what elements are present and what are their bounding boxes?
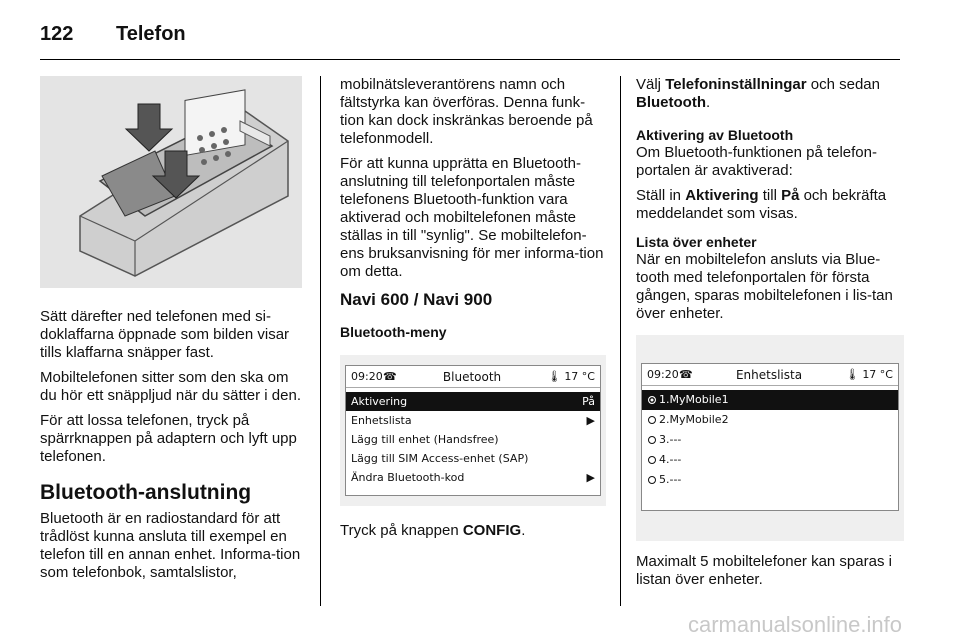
paragraph: När en mobiltelefon ansluts via Blue-tooth med telefonportalen för första gången, sparas mobiltelefonen i lis-tan över enheter. xyxy=(636,251,893,322)
device-list-screenshot xyxy=(636,335,904,541)
subsection-heading: Aktivering av Bluetooth xyxy=(636,127,794,143)
list-item[interactable]: 2.MyMobile2 xyxy=(642,410,898,430)
subsection-heading: Bluetooth-meny xyxy=(340,324,447,340)
menu-item-add-sap[interactable]: Lägg till SIM Access-enhet (SAP) xyxy=(351,451,529,465)
thermometer-icon: 🌡 xyxy=(845,367,860,381)
watermark: carmanualsonline.info xyxy=(687,612,902,637)
header-rule xyxy=(40,59,900,60)
clock: 09:20 xyxy=(351,369,383,383)
paragraph: Mobiltelefonen sitter som den ska om du hör ett snäppljud när du sätter i den. xyxy=(40,369,302,404)
menu-item-enhetslista[interactable]: Enhetslista ▶ xyxy=(346,411,600,430)
arrow-right-icon: ▶ xyxy=(586,470,595,484)
subsection-heading: Lista över enheter xyxy=(636,234,757,250)
temperature: 🌡 17 °C xyxy=(547,368,595,386)
phone-icon: ☎ xyxy=(679,367,693,381)
arrow-right-icon: ▶ xyxy=(586,413,595,427)
menu-list xyxy=(346,388,600,495)
page-number: 122 xyxy=(40,22,74,45)
paragraph: För att lossa telefonen, tryck på spärrknappen på adaptern och lyft upp telefonen. xyxy=(40,412,297,465)
phone-cradle-icon xyxy=(40,76,302,288)
display-screen xyxy=(345,365,601,496)
paragraph: Välj Telefoninställningar och sedan Bluetooth. xyxy=(636,76,880,111)
column-divider xyxy=(320,76,321,606)
phone-adapter-illustration xyxy=(40,76,302,288)
display-screen xyxy=(641,363,899,511)
menu-item-change-code[interactable]: Ändra Bluetooth-kod ▶ xyxy=(346,468,600,487)
thermometer-icon: 🌡 xyxy=(547,369,562,383)
paragraph: Tryck på knappen CONFIG. xyxy=(340,522,526,539)
radio-icon xyxy=(648,456,656,464)
status-bar xyxy=(346,366,600,388)
radio-icon xyxy=(648,416,656,424)
paragraph: Bluetooth är en radiostandard för att trådlöst kunna ansluta till exempel en telefon till en annan enhet. Informa-tion som telefonbok, samtalslistor, xyxy=(40,510,301,581)
screen-title: Bluetooth xyxy=(442,369,502,384)
paragraph: Ställ in Aktivering till På och bekräfta meddelandet som visas. xyxy=(636,187,887,222)
radio-selected-icon xyxy=(648,396,656,404)
page-title: Telefon xyxy=(116,22,186,45)
bluetooth-menu-screenshot xyxy=(340,355,606,506)
paragraph: Maximalt 5 mobiltelefoner kan sparas i listan över enheter. xyxy=(636,553,892,588)
radio-icon xyxy=(648,436,656,444)
list-item[interactable]: 1.MyMobile1 xyxy=(642,390,898,410)
temperature: 🌡 17 °C xyxy=(845,366,893,384)
paragraph: Sätt därefter ned telefonen med si-doklaffarna öppnade som bilden visar tills klaffarna snäpper fast. xyxy=(40,308,290,361)
paragraph: mobilnätsleverantörens namn och fältstyrka kan överföras. Denna funk-tion kan dock inskränkas beroende på telefonmodell. xyxy=(340,76,593,147)
device-list xyxy=(642,386,898,510)
clock: 09:20 xyxy=(647,367,679,381)
phone-icon: ☎ xyxy=(383,369,397,383)
column-2 xyxy=(340,76,606,547)
menu-item-aktivering[interactable]: Aktivering På xyxy=(346,392,600,411)
paragraph: Om Bluetooth-funktionen på telefon-portalen är avaktiverad: xyxy=(636,144,877,179)
list-item[interactable]: 5.--- xyxy=(642,470,898,490)
radio-icon xyxy=(648,476,656,484)
column-1 xyxy=(40,76,304,589)
screen-title: Enhetslista xyxy=(735,367,803,382)
list-item[interactable]: 3.--- xyxy=(642,430,898,450)
section-heading: Navi 600 / Navi 900 xyxy=(340,290,493,309)
status-bar xyxy=(642,364,898,386)
menu-item-add-handsfree[interactable]: Lägg till enhet (Handsfree) xyxy=(351,432,499,446)
column-divider xyxy=(620,76,621,606)
page-header xyxy=(40,18,186,50)
list-item[interactable]: 4.--- xyxy=(642,450,898,470)
section-heading: Bluetooth-anslutning xyxy=(40,481,252,504)
paragraph: För att kunna upprätta en Bluetooth-anslutning till telefonportalen måste telefonens Bluetooth-funktion vara aktiverad och mobiltelefonen måste ställas in till "synlig". Se mobiltelefon-ens bruksanvisning för mer informa-tion om detta. xyxy=(340,155,604,280)
column-3 xyxy=(636,76,904,596)
